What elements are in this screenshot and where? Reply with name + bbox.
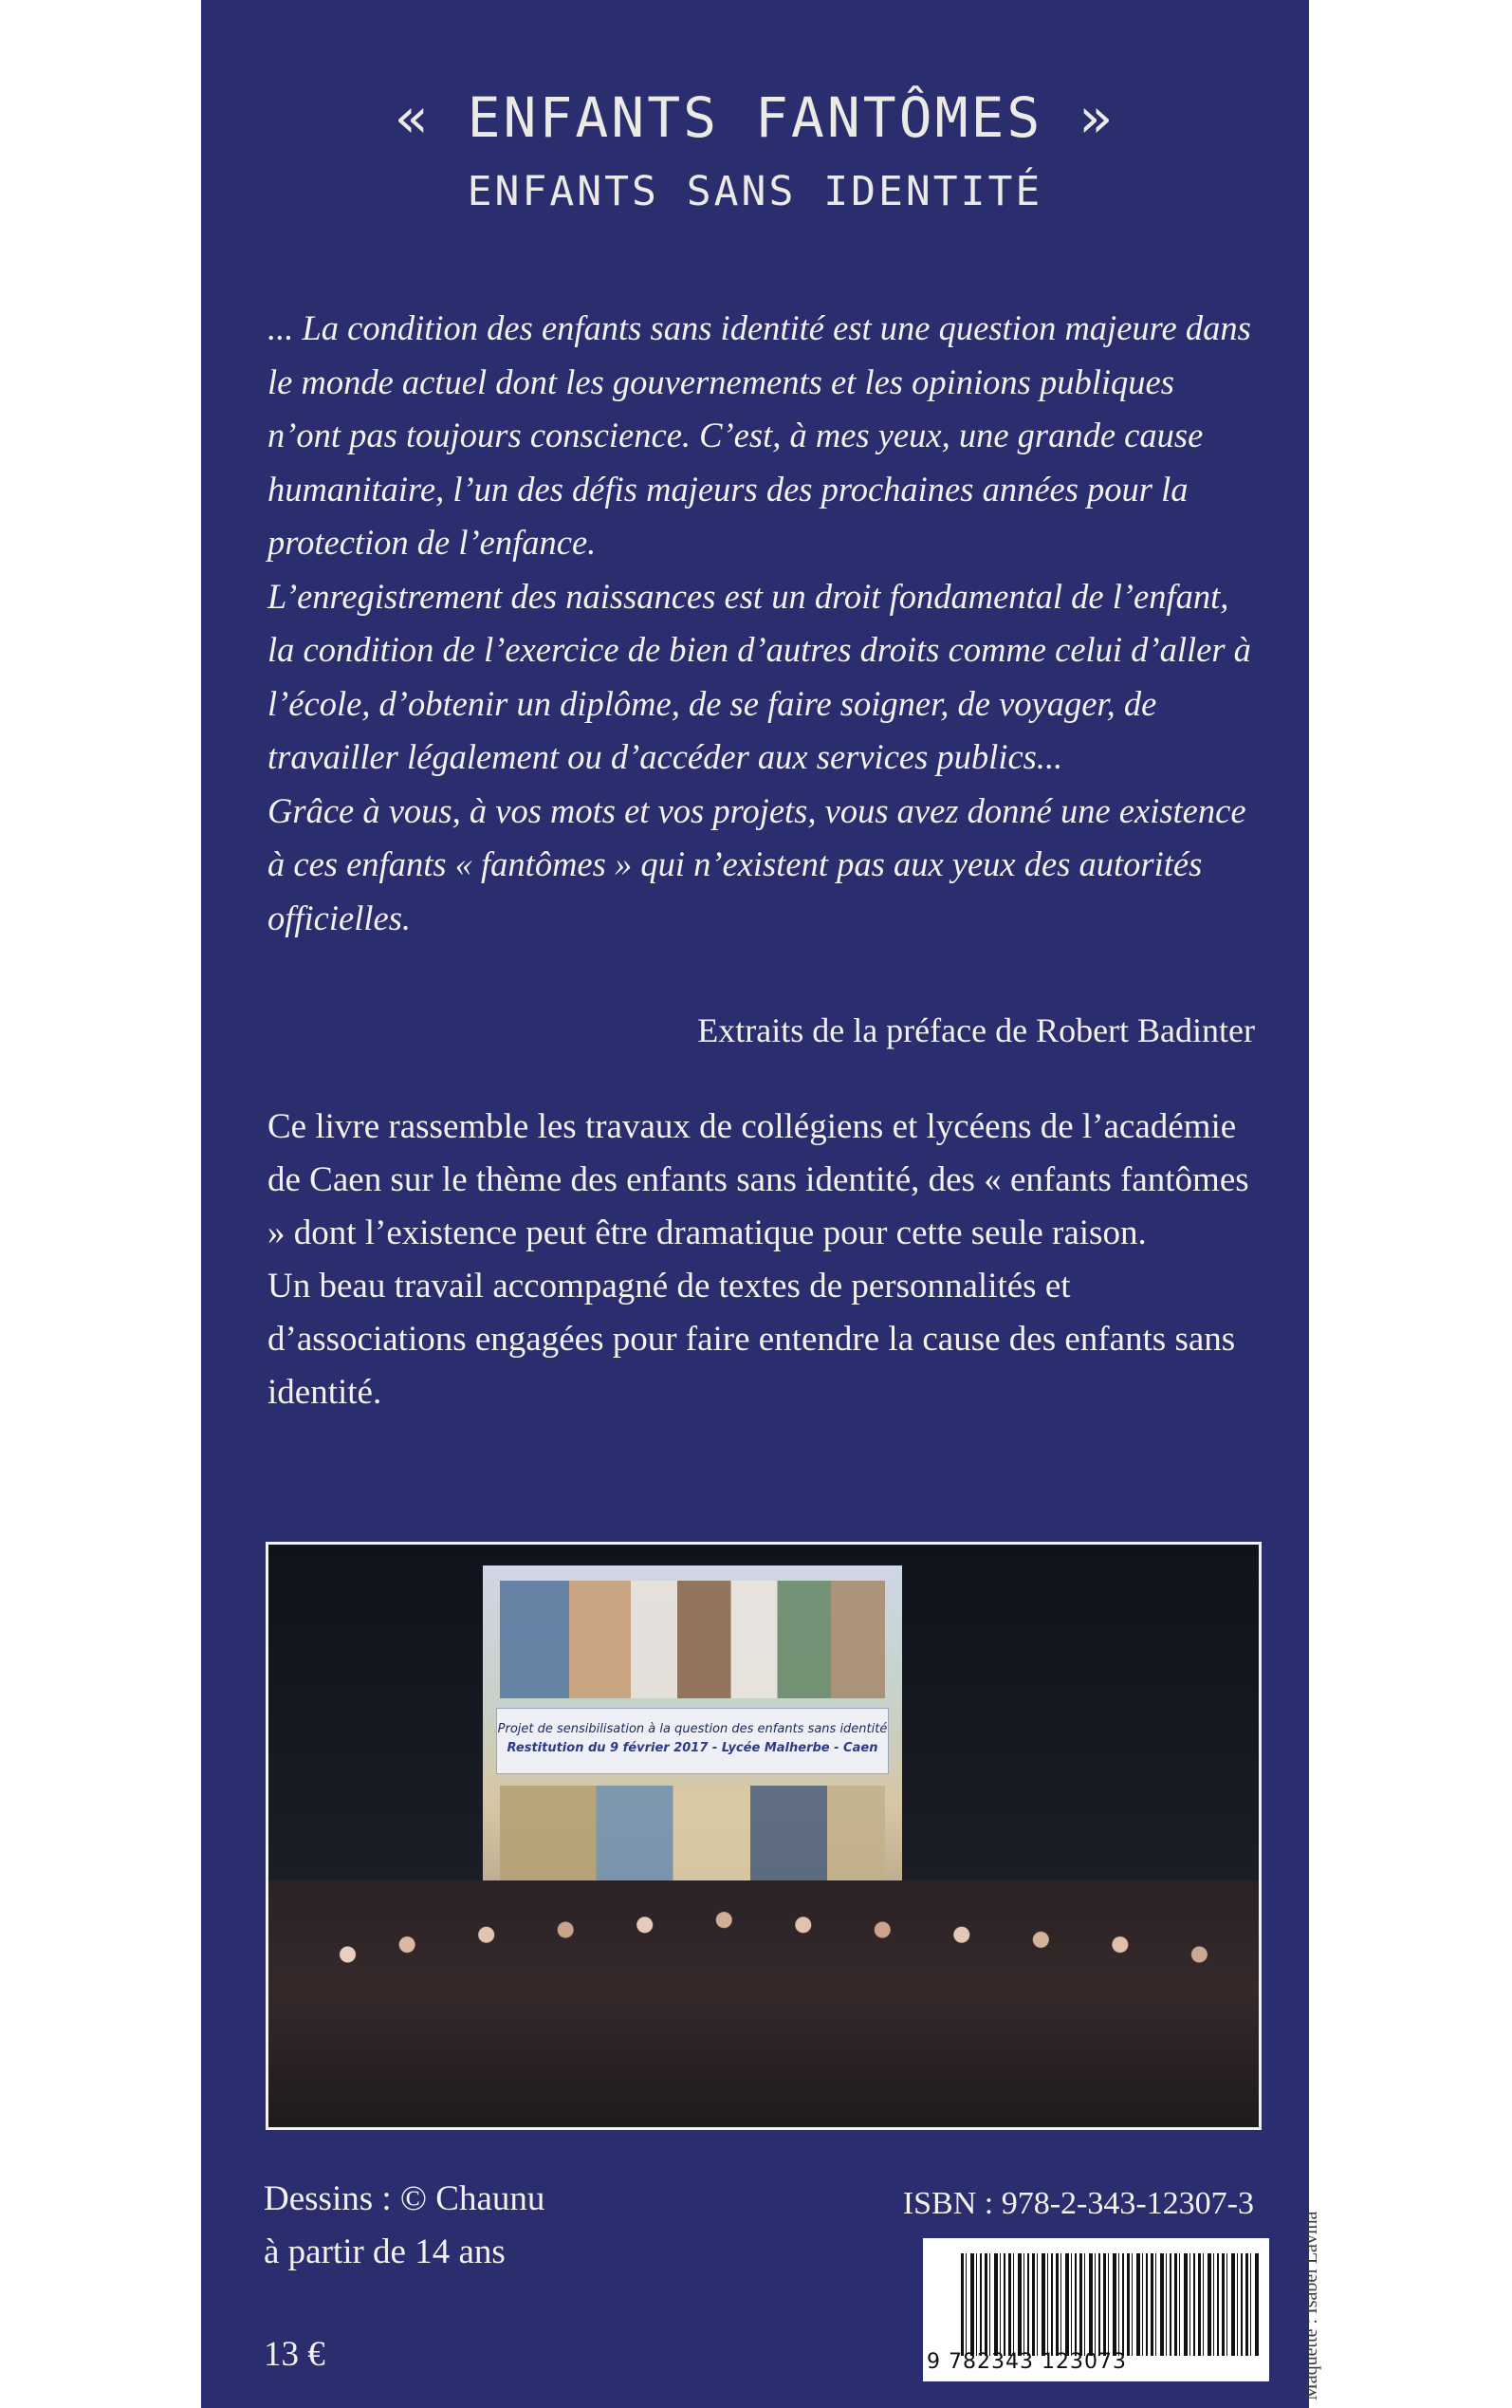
- preface-attribution: Extraits de la préface de Robert Badinter: [697, 1011, 1255, 1049]
- drawings-credit: Dessins : © Chaunu: [264, 2179, 545, 2218]
- price: 13 €: [264, 2335, 325, 2374]
- back-cover: [201, 0, 1309, 2408]
- barcode-digits: 9 782343 123073: [927, 2350, 1127, 2374]
- preface-paragraph: ... La condition des enfants sans identité est une question majeure dans le monde actuel dont les gouvernements et les opinions publiques n’ont pas toujours conscience. C’est, à mes yeux, une grande cause humanitaire, l’un des défis majeurs des prochaines années pour la protection de l’enfance.: [267, 308, 1251, 562]
- summary-paragraph: Un beau travail accompagné de textes de personnalités et d’associations engagées pour faire entendre la cause des enfants sans identité.: [267, 1267, 1236, 1412]
- book-title: « ENFANTS FANTÔMES »: [395, 85, 1116, 150]
- preface-excerpt: [267, 302, 1254, 945]
- title-block: [201, 85, 1309, 215]
- barcode-bars: [961, 2253, 1261, 2356]
- screen-banner: [496, 1708, 889, 1774]
- isbn: ISBN : 978-2-343-12307-3: [902, 2186, 1254, 2221]
- screen-photo-mosaic: [500, 1581, 885, 1698]
- screen-banner-line: Projet de sensibilisation à la question des enfants sans identité: [497, 1722, 888, 1736]
- layout-credit: Maquette : Isabel Lavina: [1300, 2211, 1321, 2400]
- students-group: [268, 1880, 1259, 2127]
- preface-paragraph: Grâce à vous, à vos mots et vos projets, vous avez donné une existence à ces enfants « fantômes » qui n’existent pas aux yeux des autorités officielles.: [267, 790, 1246, 937]
- preface-paragraph: L’enregistrement des naissances est un droit fondamental de l’enfant, la condition de l’exercice de bien d’autres droits comme celui d’aller à l’école, d’obtenir un diplôme, de se faire soigner, de voyager, de travailler légalement ou d’accéder aux services publics...: [267, 576, 1251, 776]
- credits: [264, 2173, 544, 2279]
- projection-screen: [483, 1565, 902, 1909]
- book-summary: [267, 1101, 1263, 1419]
- barcode: [923, 2238, 1269, 2381]
- event-photo: [266, 1542, 1262, 2130]
- age-recommendation: à partir de 14 ans: [264, 2232, 506, 2271]
- book-subtitle: ENFANTS SANS IDENTITÉ: [467, 168, 1043, 215]
- screen-banner-line: Restitution du 9 février 2017 - Lycée Malherbe - Caen: [507, 1741, 878, 1755]
- summary-paragraph: Ce livre rassemble les travaux de collégiens et lycéens de l’académie de Caen sur le thème des enfants sans identité, des « enfants fantômes » dont l’existence peut être dramatique pour cette seule raison.: [267, 1107, 1249, 1252]
